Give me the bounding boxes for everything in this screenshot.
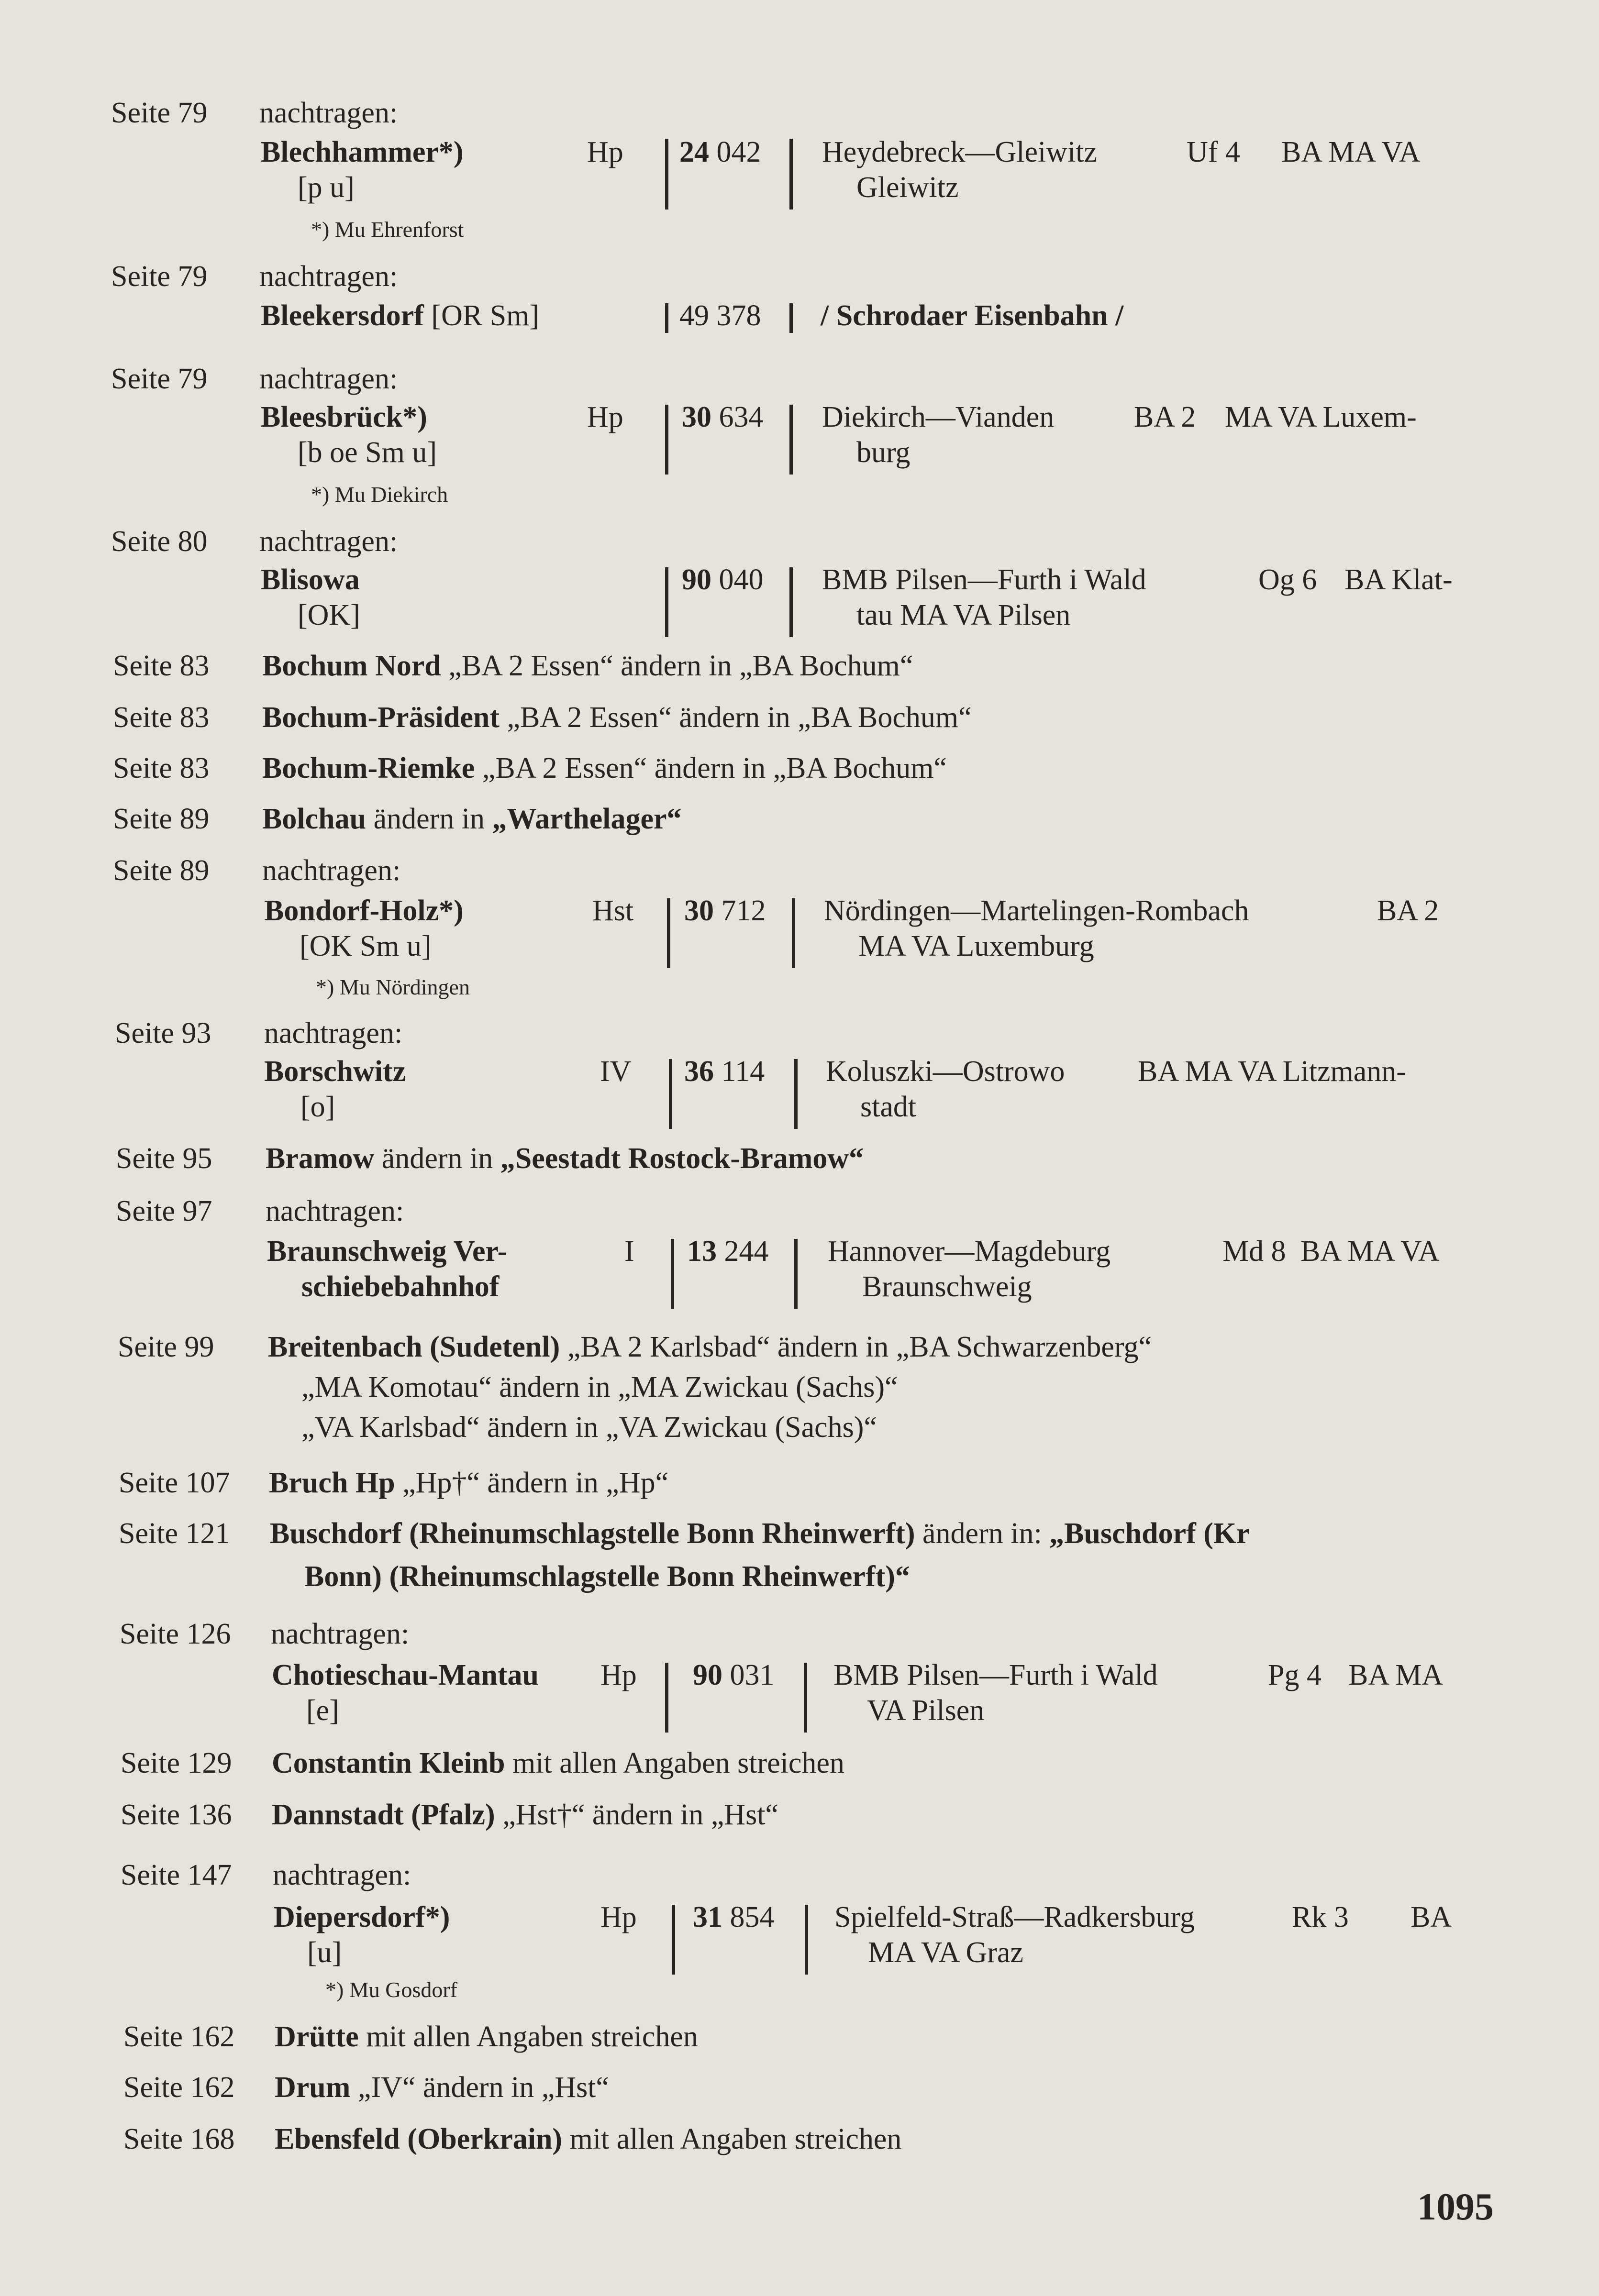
station-number [684,1054,765,1089]
nachtragen-label: nachtragen: [271,1618,410,1650]
route-continuation: Braunschweig [862,1270,1032,1303]
station-number [693,1658,775,1692]
route-code: Uf 4 [1187,136,1240,168]
column-divider [789,303,793,333]
station-number [682,563,764,597]
seite-ref: Seite 79 [111,363,208,395]
authorities: BA MA [1348,1659,1444,1691]
seite-ref: Seite 147 [121,1859,232,1891]
route: Nördingen—Martelingen-Rombach [824,894,1249,927]
station-class: [OK] [298,599,360,631]
number-bold: 30 [682,401,711,433]
seite-ref: Seite 121 [119,1517,230,1550]
number-rest: 854 [730,1901,775,1933]
station-name: Diepersdorf*) [274,1901,450,1933]
route-continuation: MA VA Graz [868,1936,1023,1969]
station-name: Ebensfeld (Oberkrain) [275,2123,563,2155]
station-class: [OK Sm u] [300,930,432,962]
change-text: ändern in [374,1142,500,1175]
seite-ref: Seite 162 [123,2020,235,2053]
authorities: BA [1410,1901,1452,1933]
station-type: Hp [600,1901,637,1933]
seite-ref: Seite 136 [121,1799,232,1831]
footnote: *) Mu Diekirch [311,482,448,507]
station-name: Bruch Hp [269,1467,395,1499]
station-number [679,298,761,333]
seite-ref: Seite 80 [111,525,208,558]
route: Koluszki—Ostrowo [826,1055,1065,1088]
route: Spielfeld-Straß—Radkersburg [834,1901,1195,1933]
route: BMB Pilsen—Furth i Wald [833,1659,1158,1691]
column-divider [667,898,670,968]
authorities: BA MA VA [1281,136,1421,168]
authorities: BA MA VA [1300,1235,1440,1268]
station-type: Hst [592,894,634,927]
number-rest: 49 378 [679,299,761,332]
seite-ref: Seite 89 [113,854,210,887]
column-divider [669,1059,672,1129]
nachtragen-label: nachtragen: [259,260,398,293]
station-class: [p u] [298,171,355,204]
change-text: mit allen Angaben streichen [358,2020,698,2053]
seite-ref: Seite 129 [121,1747,232,1779]
nachtragen-label: nachtragen: [259,363,398,395]
nachtragen-label: nachtragen: [259,525,398,558]
station-class: [b oe Sm u] [298,436,437,469]
change-text: „VA Karlsbad“ ändern in „VA Zwickau (Sachs)“ [301,1411,877,1444]
number-rest: 042 [716,136,761,168]
station-type: Hp [587,401,623,433]
change-text: „BA 2 Essen“ ändern in „BA Bochum“ [441,650,913,682]
route-code: Rk 3 [1292,1901,1349,1933]
station-class: [o] [300,1091,335,1123]
station-name: Borschwitz [264,1055,406,1088]
station-name: Bochum-Riemke [262,752,475,784]
footnote: *) Mu Ehrenforst [311,217,464,242]
change-text: „BA 2 Essen“ ändern in „BA Bochum“ [475,752,947,784]
number-rest: 634 [719,401,764,433]
station-name: Bochum-Präsident [262,701,500,734]
station-type: Hp [600,1659,637,1691]
station-name: Blisowa [261,563,360,596]
column-divider [805,1905,808,1975]
route-continuation: tau MA VA Pilsen [856,599,1071,631]
station-name: Drütte [275,2020,359,2053]
change-text: „BA 2 Karlsbad“ ändern in „BA Schwarzenberg“ [560,1331,1152,1363]
station-name: Bleekersdorf [261,299,424,332]
seite-ref: Seite 93 [115,1017,211,1049]
station-number [687,1234,769,1269]
number-bold: 13 [687,1235,717,1268]
authorities: BA MA VA Litzmann- [1138,1055,1406,1088]
route-continuation: stadt [860,1091,917,1123]
number-rest: 114 [721,1055,765,1088]
column-divider [789,405,793,475]
station-name: Chotieschau-Mantau [272,1659,539,1691]
change-text: „Hst†“ ändern in „Hst“ [495,1799,778,1831]
route-continuation: Gleiwitz [856,171,959,204]
route: Heydebreck—Gleiwitz [822,136,1097,168]
nachtragen-label: nachtragen: [262,854,401,887]
page-number: 1095 [1417,2186,1494,2228]
number-bold: 90 [693,1659,722,1691]
change-text: „IV“ ändern in „Hst“ [350,2071,609,2104]
station-type: Hp [587,136,623,168]
change-text: „Hp†“ ändern in „Hp“ [395,1467,669,1499]
change-text: „MA Komotau“ ändern in „MA Zwickau (Sachs)“ [301,1371,898,1403]
seite-ref: Seite 126 [120,1618,231,1650]
seite-ref: Seite 97 [116,1195,212,1227]
number-bold: 90 [682,563,711,596]
seite-ref: Seite 79 [111,97,208,129]
route-code: Pg 4 [1268,1659,1321,1691]
seite-ref: Seite 83 [113,701,210,734]
number-bold: 31 [693,1901,722,1933]
new-name: „Seestadt Rostock-Bramow“ [500,1142,864,1175]
change-text: „BA 2 Essen“ ändern in „BA Bochum“ [500,701,972,734]
station-name: Bramow [266,1142,375,1175]
seite-ref: Seite 99 [118,1331,214,1363]
station-number [682,400,764,434]
authorities: MA VA Luxem- [1225,401,1417,433]
column-divider [789,139,793,210]
nachtragen-label: nachtragen: [273,1859,411,1891]
footnote: *) Mu Nördingen [316,975,470,999]
column-divider [804,1663,807,1733]
seite-ref: Seite 83 [113,650,210,682]
number-bold: 24 [679,136,709,168]
seite-ref: Seite 83 [113,752,210,784]
number-rest: 040 [719,563,764,596]
seite-ref: Seite 168 [123,2123,235,2155]
seite-ref: Seite 162 [123,2071,235,2104]
station-name: Blechhammer*) [261,136,464,168]
station-class: [e] [306,1694,339,1727]
nachtragen-label: nachtragen: [259,97,398,129]
route: BMB Pilsen—Furth i Wald [822,563,1146,596]
route-continuation: burg [856,436,911,469]
station-class: [u] [307,1936,342,1969]
station-number [679,135,761,169]
column-divider [672,1905,675,1975]
new-name: „Buschdorf (Kr [1049,1517,1250,1550]
route: Hannover—Magdeburg [828,1235,1111,1268]
route: / Schrodaer Eisenbahn / [821,299,1124,332]
seite-ref: Seite 79 [111,260,208,293]
change-text: mit allen Angaben streichen [505,1747,844,1779]
route: Diekirch—Vianden [822,401,1055,433]
authorities: BA 2 [1377,894,1439,927]
column-divider [665,405,668,475]
number-bold: 36 [684,1055,714,1088]
station-name: Buschdorf (Rheinumschlagstelle Bonn Rheinwerft) [270,1517,915,1550]
change-text: mit allen Angaben streichen [562,2123,902,2155]
route-code: Og 6 [1258,563,1317,596]
station-name: Bondorf-Holz*) [264,894,464,927]
new-name-continuation: Bonn) (Rheinumschlagstelle Bonn Rheinwerft)“ [304,1560,910,1593]
station-number [693,1900,775,1934]
nachtragen-label: nachtragen: [266,1195,404,1227]
route-continuation: VA Pilsen [867,1694,985,1727]
route-code: BA 2 [1134,401,1196,433]
station-name: Bleesbrück*) [261,401,427,433]
station-type: IV [600,1055,632,1088]
footnote: *) Mu Gosdorf [325,1977,457,2002]
station-name: Constantin Kleinb [272,1747,505,1779]
number-rest: 244 [724,1235,769,1268]
column-divider [794,1239,798,1309]
column-divider [794,1059,798,1129]
column-divider [792,898,795,968]
number-rest: 031 [730,1659,775,1691]
station-class: [OR Sm] [431,299,540,332]
seite-ref: Seite 89 [113,803,210,835]
station-type: I [624,1235,634,1268]
station-number [684,894,766,928]
route-code: Md 8 [1222,1235,1286,1268]
column-divider [789,567,793,637]
station-name: Dannstadt (Pfalz) [272,1799,495,1831]
station-name: Braunschweig Ver- [267,1235,508,1268]
column-divider [665,1663,668,1733]
change-text: ändern in [366,803,492,835]
station-name: Bolchau [262,803,366,835]
column-divider [665,139,668,210]
column-divider [665,567,668,637]
new-name: „Warthelager“ [492,803,682,835]
route-continuation: MA VA Luxemburg [858,930,1094,962]
number-rest: 712 [721,894,766,927]
column-divider [671,1239,674,1309]
change-text: ändern in: [915,1517,1050,1550]
station-name: Breitenbach (Sudetenl) [268,1331,560,1363]
station-name: Drum [275,2071,351,2104]
seite-ref: Seite 95 [116,1142,212,1175]
column-divider [665,303,668,333]
authorities: BA Klat- [1344,563,1453,596]
station-name-continuation: schiebebahnhof [301,1270,500,1303]
station-name: Bochum Nord [262,650,441,682]
number-bold: 30 [684,894,714,927]
seite-ref: Seite 107 [119,1467,230,1499]
nachtragen-label: nachtragen: [264,1017,403,1049]
